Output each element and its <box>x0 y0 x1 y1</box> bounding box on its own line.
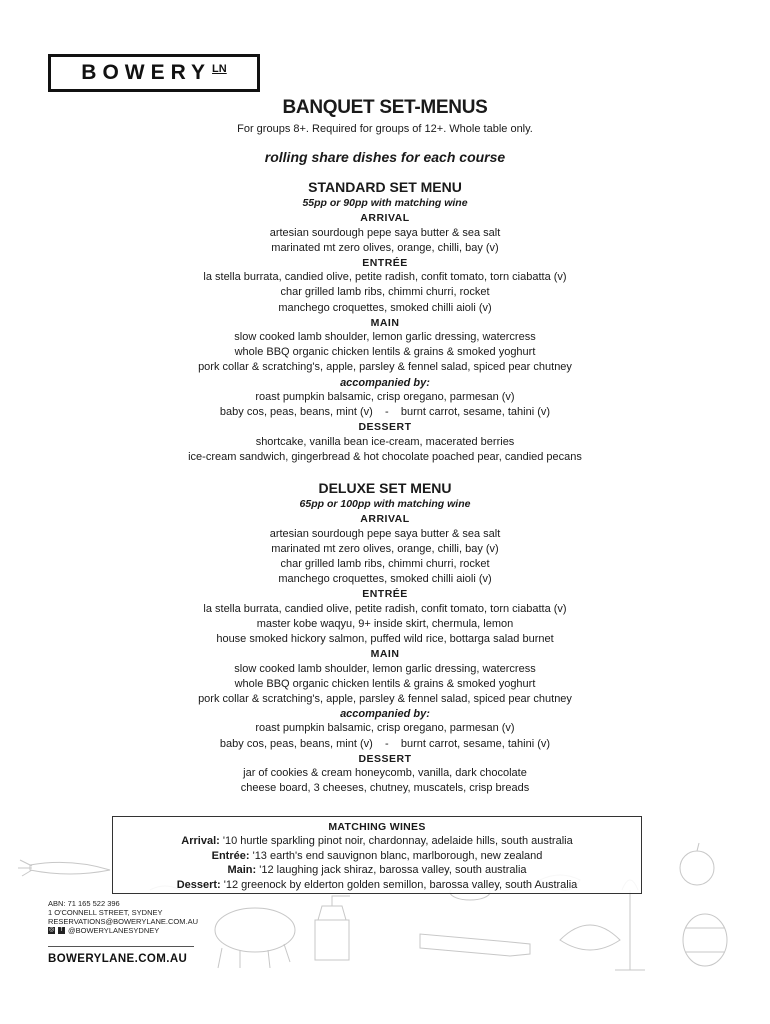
page-subtitle: For groups 8+. Required for groups of 12+. Whole table only. <box>237 123 533 135</box>
course-heading: ARRIVAL <box>360 212 410 224</box>
course-heading: DESSERT <box>358 421 412 434</box>
dish-item: slow cooked lamb shoulder, lemon garlic dressing, watercress <box>234 331 536 344</box>
course-heading: MAIN <box>370 316 400 329</box>
dish-item: roast pumpkin balsamic, crisp oregano, parmesan (v) <box>255 391 515 404</box>
dish-item: char grilled lamb ribs, chimmi churri, rocket <box>280 286 490 299</box>
wine-line <box>113 863 641 878</box>
abn-text: ABN: 71 165 522 396 <box>48 899 120 908</box>
matching-wines-box <box>112 816 642 894</box>
standard-menu-price: 55pp or 90pp with matching wine <box>302 197 468 209</box>
course-heading: MAIN <box>370 647 400 660</box>
dish-item: jar of cookies & cream honeycomb, vanilla, dark chocolate <box>243 767 527 780</box>
page-title: BANQUET SET-MENUS <box>282 97 488 118</box>
wine-description: '10 hurtle sparkling pinot noir, chardonnay, adelaide hills, south australia <box>219 835 573 847</box>
dish-item: manchego croquettes, smoked chilli aioli (v) <box>278 572 492 585</box>
dish-item: artesian sourdough pepe saya butter & sea salt <box>269 226 501 239</box>
accompanied-heading: accompanied by: <box>340 376 430 389</box>
dish-item: marinated mt zero olives, orange, chilli, bay (v) <box>271 241 499 254</box>
course-heading: ENTRÉE <box>362 588 408 601</box>
logo <box>48 54 260 92</box>
dish-item: cheese board, 3 cheeses, chutney, muscatels, crisp breads <box>240 782 530 795</box>
logo-sub: LN <box>212 63 227 75</box>
wine-course-label: Dessert: <box>176 878 221 891</box>
dish-item: la stella burrata, candied olive, petite radish, confit tomato, torn ciabatta (v) <box>203 602 567 615</box>
wine-description: '12 greenock by elderton golden semillon, barossa valley, south Australia <box>220 878 578 891</box>
deluxe-menu-price: 65pp or 100pp with matching wine <box>299 498 471 511</box>
dish-item: artesian sourdough pepe saya butter & sea salt <box>269 527 501 540</box>
email-link[interactable]: RESERVATIONS@BOWERYLANE.COM.AU <box>48 917 199 926</box>
wine-line <box>113 849 641 864</box>
dish-item: la stella burrata, candied olive, petite radish, confit tomato, torn ciabatta (v) <box>203 271 567 284</box>
course-heading: ARRIVAL <box>360 513 410 526</box>
dish-item: roast pumpkin balsamic, crisp oregano, parmesan (v) <box>255 722 515 735</box>
dish-item: char grilled lamb ribs, chimmi churri, rocket <box>280 557 490 570</box>
course-heading: ENTRÉE <box>362 256 408 269</box>
dish-item: master kobe waqyu, 9+ inside skirt, chermula, lemon <box>256 617 514 630</box>
wine-course-label: Entrée: <box>211 849 250 862</box>
standard-menu-title: STANDARD SET MENU <box>308 179 462 195</box>
dish-item: whole BBQ organic chicken lentils & grains & smoked yoghurt <box>234 677 536 690</box>
menu-content <box>0 95 770 796</box>
dish-item: pork collar & scratching's, apple, parsley & fennel salad, spiced pear chutney <box>198 361 572 374</box>
dish-item: slow cooked lamb shoulder, lemon garlic dressing, watercress <box>234 662 536 675</box>
wine-course-label: Arrival: <box>181 835 220 847</box>
dish-item: pork collar & scratching's, apple, parsley & fennel salad, spiced pear chutney <box>198 692 572 705</box>
logo-text: BOWERY <box>81 61 212 84</box>
footer-divider <box>48 946 194 947</box>
dish-item: baby cos, peas, beans, mint (v) - burnt carrot, sesame, tahini (v) <box>219 406 551 419</box>
address-text: 1 O'CONNELL STREET, SYDNEY <box>48 908 163 917</box>
accompanied-heading: accompanied by: <box>340 707 430 720</box>
wine-description: '12 laughing jack shiraz, barossa valley, south australia <box>256 864 527 877</box>
wine-line <box>113 834 641 849</box>
website-link[interactable]: BOWERYLANE.COM.AU <box>48 953 188 965</box>
wine-line <box>113 878 641 893</box>
facebook-icon[interactable]: f <box>58 927 65 934</box>
dish-item: marinated mt zero olives, orange, chilli, bay (v) <box>271 542 499 555</box>
dish-item: house smoked hickory salmon, puffed wild rice, bottarga salad burnet <box>216 632 554 645</box>
wine-description: '13 earth's end sauvignon blanc, marlborough, new zealand <box>249 849 543 862</box>
matching-wines-title: MATCHING WINES <box>328 821 426 833</box>
social-handle[interactable]: @BOWERYLANESYDNEY <box>68 926 160 935</box>
dish-item: shortcake, vanilla bean ice-cream, macerated berries <box>255 435 515 448</box>
dish-item: whole BBQ organic chicken lentils & grains & smoked yoghurt <box>234 346 536 359</box>
footer-contact <box>48 899 198 935</box>
dish-item: ice-cream sandwich, gingerbread & hot chocolate poached pear, candied pecans <box>188 451 582 463</box>
dish-item: manchego croquettes, smoked chilli aioli (v) <box>278 301 492 314</box>
course-heading: DESSERT <box>358 752 412 765</box>
wine-course-label: Main: <box>227 864 257 877</box>
dish-item: baby cos, peas, beans, mint (v) - burnt carrot, sesame, tahini (v) <box>219 737 551 750</box>
deluxe-menu-title: DELUXE SET MENU <box>318 480 452 497</box>
tagline: rolling share dishes for each course <box>264 149 506 165</box>
social-row <box>48 926 198 935</box>
instagram-icon[interactable]: ◎ <box>48 927 55 933</box>
